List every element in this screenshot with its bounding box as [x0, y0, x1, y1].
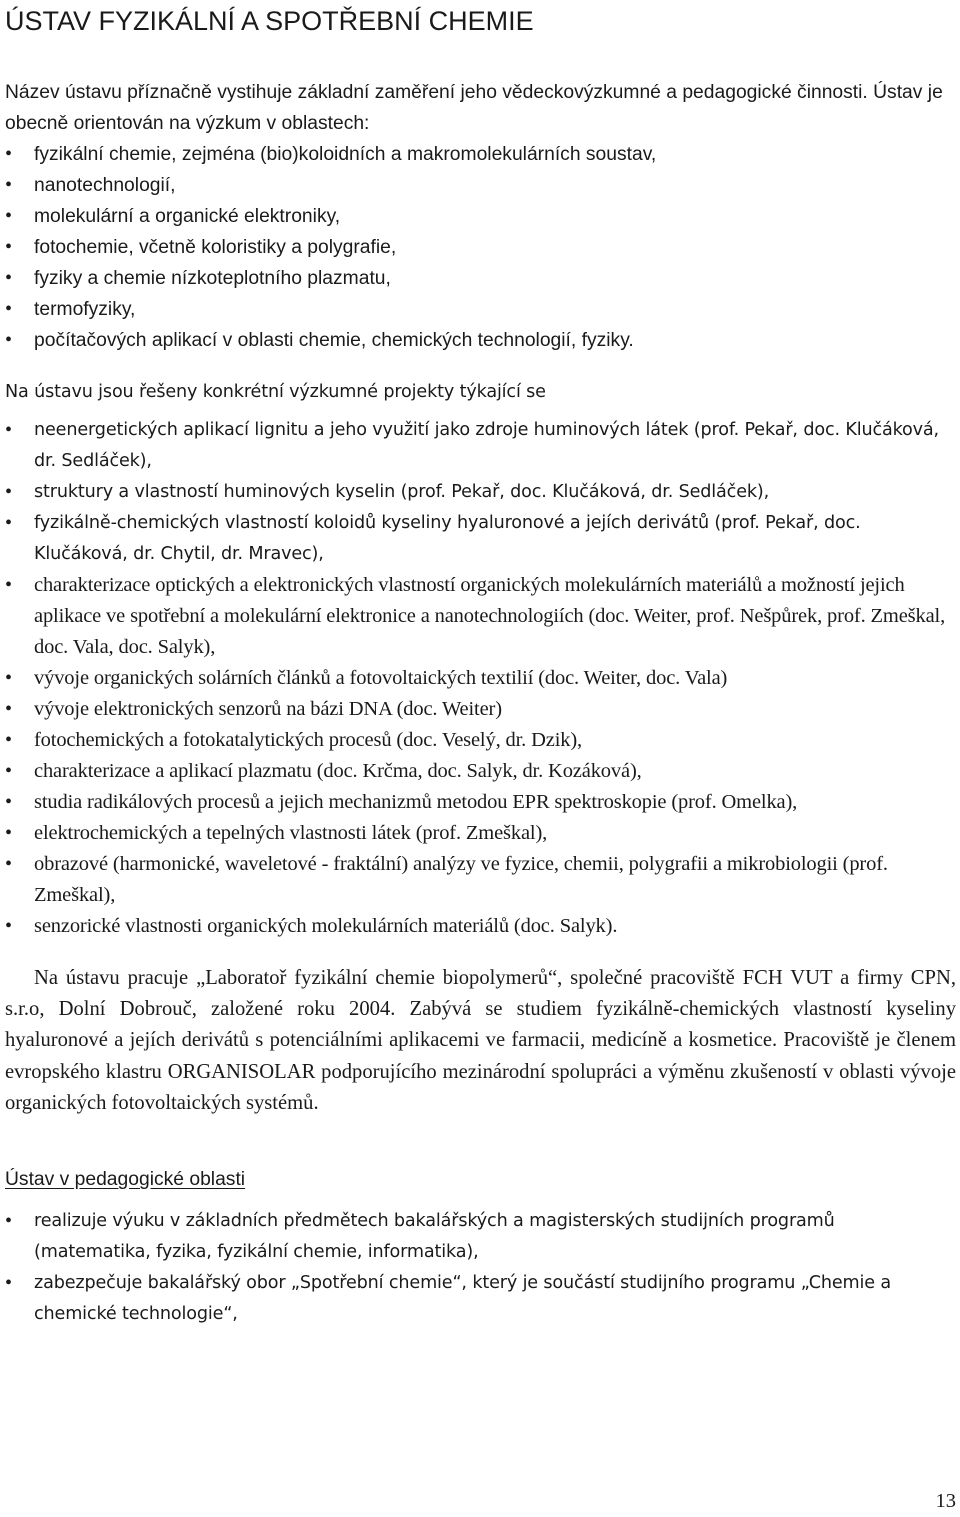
list-item: • obrazové (harmonické, waveletové - fraktální) analýzy ve fyzice, chemii, polygrafii a mikrobiologii (prof. Zmeškal), — [5, 849, 956, 911]
projects-list — [5, 415, 956, 942]
intro-paragraph: Název ústavu příznačně vystihuje základní zaměření jeho vědeckovýzkumné a pedagogické činnosti. Ústav je obecně orientován na výzkum v oblastech: — [5, 82, 943, 134]
list-item: • neenergetických aplikací lignitu a jeho využití jako zdroje huminových látek (prof. Pekař, doc. Klučáková, dr. Sedláček), — [5, 415, 956, 477]
list-item: • zabezpečuje bakalářský obor „Spotřební chemie“, který je součástí studijního programu „Chemie a chemické technologie“, — [5, 1268, 956, 1330]
list-item: • nanotechnologií, — [5, 170, 956, 201]
list-item: • realizuje výuku v základních předmětech bakalářských a magisterských studijních programů (matematika, fyzika, fyzikální chemie, informatika), — [5, 1206, 956, 1268]
lab-paragraph: Na ústavu pracuje „Laboratoř fyzikální chemie biopolymerů“, společné pracoviště FCH VUT a firmy CPN, s.r.o, Dolní Dobrouč, založené roku 2004. Zabývá se studiem fyzikálně-chemických vlastností kyseliny hyaluronové a jejích derivátů s potenciálními aplikacemi ve farmacii, medicíně a kosmetice. Pracoviště je členem evropského klastru ORGANISOLAR podporujícího mezinárodní spolupráci a výměnu zkušeností v oblasti vývoje organických fotovoltaických systémů. — [5, 967, 956, 1114]
list-item: • fyzikální chemie, zejména (bio)koloidních a makromolekulárních soustav, — [5, 139, 956, 170]
projects-intro: Na ústavu jsou řešeny konkrétní výzkumné projekty týkající se — [5, 382, 546, 402]
list-item: • fyziky a chemie nízkoteplotního plazmatu, — [5, 263, 956, 294]
list-item: • fotochemie, včetně koloristiky a polygrafie, — [5, 232, 956, 263]
pedagogy-heading: Ústav v pedagogické oblasti — [5, 1169, 246, 1191]
list-item: • vývoje organických solárních článků a fotovoltaických textilií (doc. Weiter, doc. Vala) — [5, 663, 956, 694]
list-item: • počítačových aplikací v oblasti chemie, chemických technologií, fyziky. — [5, 325, 956, 356]
list-item: • fyzikálně-chemických vlastností koloidů kyseliny hyaluronové a jejích derivátů (prof. Pekař, doc. Klučáková, dr. Chytil, dr. Mravec), — [5, 508, 956, 570]
research-areas-list — [5, 139, 956, 356]
list-item: • molekulární a organické elektroniky, — [5, 201, 956, 232]
list-item: • elektrochemických a tepelných vlastnosti látek (prof. Zmeškal), — [5, 818, 956, 849]
list-item: • senzorické vlastnosti organických molekulárních materiálů (doc. Salyk). — [5, 911, 956, 942]
list-item: • vývoje elektronických senzorů na bázi DNA (doc. Weiter) — [5, 694, 956, 725]
list-item: • termofyziky, — [5, 294, 956, 325]
list-item: • struktury a vlastností huminových kyselin (prof. Pekař, doc. Klučáková, dr. Sedláček), — [5, 477, 956, 508]
pedagogy-list — [5, 1206, 956, 1330]
page-number: 13 — [935, 1490, 956, 1512]
list-item: • fotochemických a fotokatalytických procesů (doc. Veselý, dr. Dzik), — [5, 725, 956, 756]
list-item: • studia radikálových procesů a jejich mechanizmů metodou EPR spektroskopie (prof. Omelka), — [5, 787, 956, 818]
page-title: ÚSTAV FYZIKÁLNÍ A SPOTŘEBNÍ CHEMIE — [5, 6, 534, 36]
list-item: • charakterizace optických a elektronických vlastností organických molekulárních materiálů a možností jejich aplikace ve spotřební a molekulární elektronice a nanotechnologiích (doc. Weiter, prof. Nešpůrek, prof. Zmeškal, doc. Vala, doc. Salyk), — [5, 570, 956, 663]
list-item: • charakterizace a aplikací plazmatu (doc. Krčma, doc. Salyk, dr. Kozáková), — [5, 756, 956, 787]
